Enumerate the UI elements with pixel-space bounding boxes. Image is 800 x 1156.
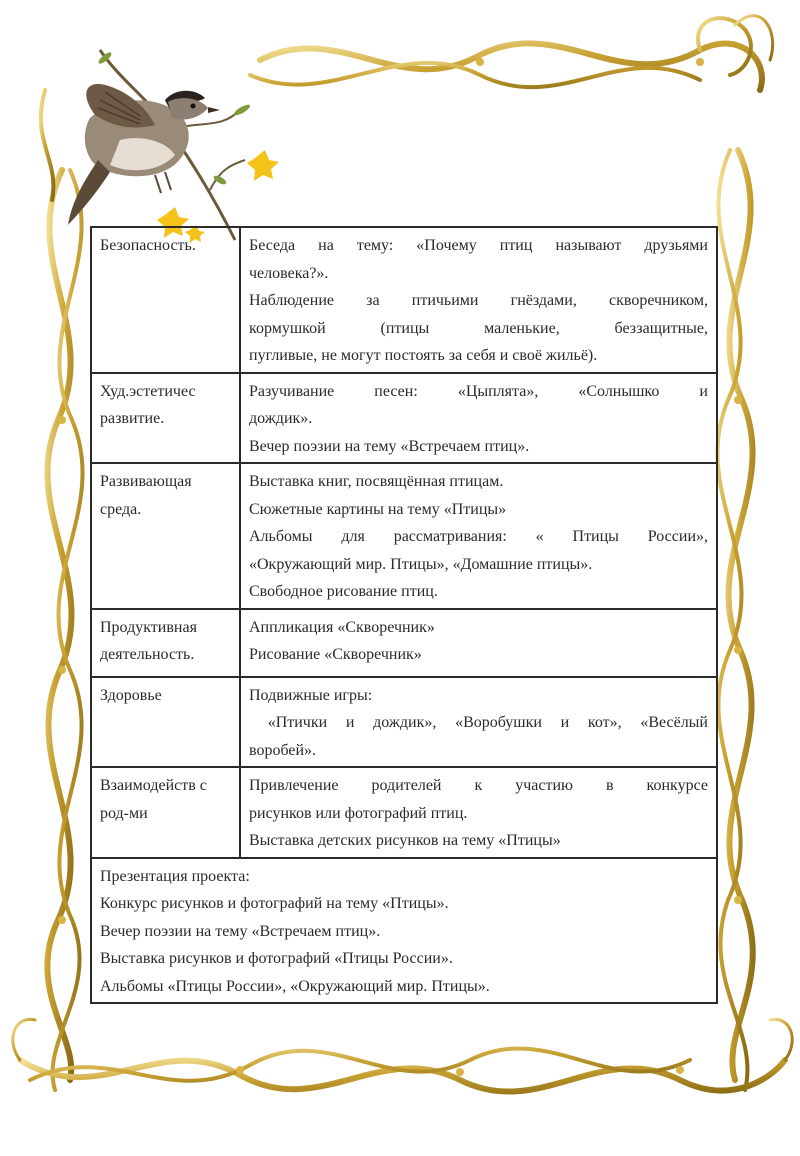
content-line: Сюжетные картины на тему «Птицы» bbox=[249, 500, 507, 518]
content-line: дождик». bbox=[249, 410, 313, 427]
presentation-cell bbox=[91, 858, 717, 1004]
table-row bbox=[91, 463, 717, 609]
row-content bbox=[240, 767, 717, 858]
row-label: Здоровье bbox=[91, 677, 240, 768]
row-label: Взаимодейств с род-ми bbox=[91, 767, 240, 858]
content-line: Наблюдение за птичьими гнёздами, скворечником, bbox=[249, 292, 708, 309]
content-line: Вечер поэзии на тему «Встречаем птиц». bbox=[249, 437, 530, 455]
table-row bbox=[91, 373, 717, 464]
table-row bbox=[91, 858, 717, 1004]
content-line: «Птички и дождик», «Воробушки и кот», «Весёлый bbox=[249, 714, 708, 731]
content-line: Привлечение родителей к участию в конкурсе bbox=[249, 777, 708, 794]
row-label: Продуктивная деятельность. bbox=[91, 609, 240, 677]
table-row bbox=[91, 677, 717, 768]
presentation-line: Презентация проекта: bbox=[100, 867, 250, 885]
table-row bbox=[91, 609, 717, 677]
presentation-line: Вечер поэзии на тему «Встречаем птиц». bbox=[100, 922, 381, 940]
content-line: Беседа на тему: «Почему птиц называют друзьями bbox=[249, 237, 708, 254]
content-line: человека?». bbox=[249, 264, 329, 282]
content-line: Свободное рисование птиц. bbox=[249, 583, 438, 600]
table-row bbox=[91, 767, 717, 858]
project-plan-table bbox=[90, 226, 718, 1004]
content-line: Выставка книг, посвящённая птицам. bbox=[249, 473, 504, 490]
content-line: Аппликация «Скворечник» bbox=[249, 618, 435, 636]
content-line: Подвижные игры: bbox=[249, 686, 373, 704]
content-line: воробей». bbox=[249, 741, 317, 759]
table-row bbox=[91, 227, 717, 373]
presentation-line: Альбомы «Птицы России», «Окружающий мир. Птицы». bbox=[100, 977, 490, 995]
row-content bbox=[240, 463, 717, 609]
content-line: Разучивание песен: «Цыплята», «Солнышко и bbox=[249, 382, 708, 400]
bird-on-branch-icon bbox=[60, 40, 290, 250]
row-content bbox=[240, 677, 717, 768]
content-line: рисунков или фотографий птиц. bbox=[249, 804, 468, 822]
row-content bbox=[240, 609, 717, 677]
content-line: пугливые, не могут постоять за себя и своё жильё). bbox=[249, 347, 598, 364]
row-content bbox=[240, 373, 717, 464]
content-line: Рисование «Скворечник» bbox=[249, 646, 422, 663]
presentation-line: Конкурс рисунков и фотографий на тему «Птицы». bbox=[100, 895, 449, 912]
content-line: Альбомы для рассматривания: « Птицы России», bbox=[249, 528, 708, 545]
presentation-line: Выставка рисунков и фотографий «Птицы России». bbox=[100, 950, 453, 967]
row-label: Развивающая среда. bbox=[91, 463, 240, 609]
row-label: Безопасность. bbox=[91, 227, 240, 373]
content-line: кормушкой (птицы маленькие, беззащитные, bbox=[249, 319, 708, 337]
content-line: Выставка детских рисунков на тему «Птицы» bbox=[249, 832, 561, 849]
row-label: Худ.эстетичес развитие. bbox=[91, 373, 240, 464]
content-line: «Окружающий мир. Птицы», «Домашние птицы». bbox=[249, 555, 593, 573]
row-content bbox=[240, 227, 717, 373]
